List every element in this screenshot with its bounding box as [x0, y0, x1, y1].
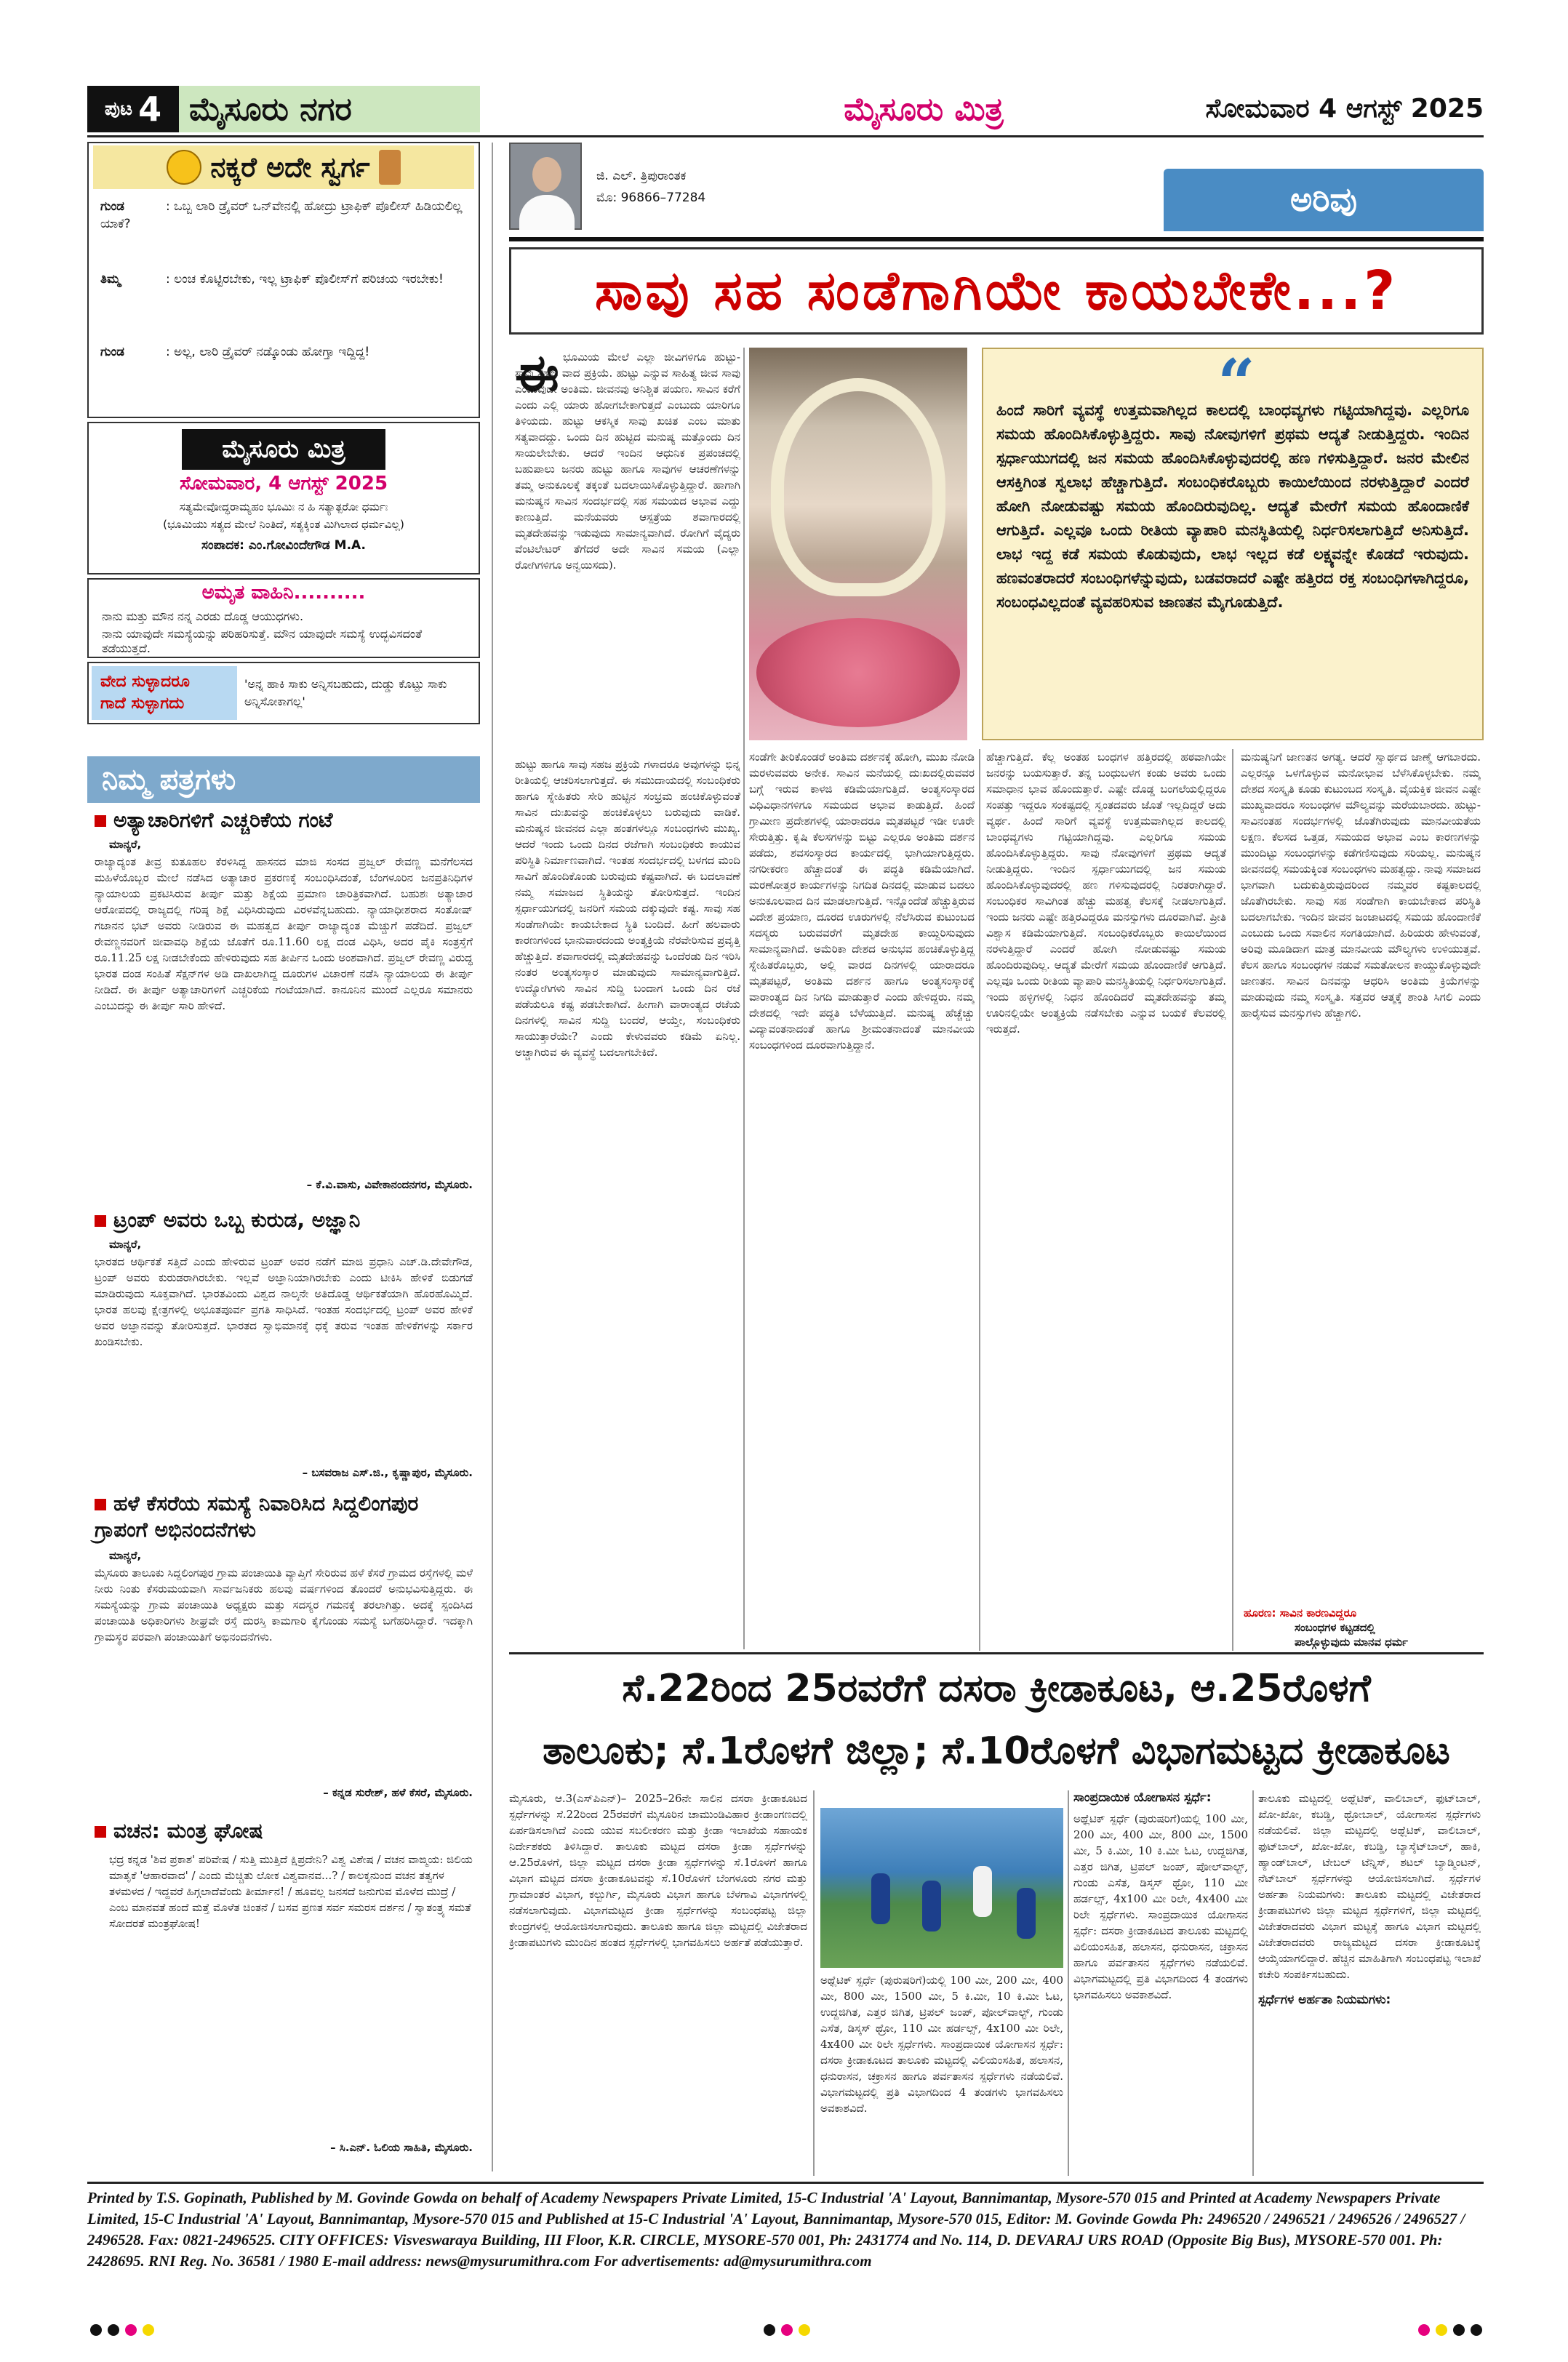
- column-rule: [492, 143, 493, 2171]
- letter-signature: – ಸಿ.ಎನ್. ಓಲಿಯ ಸಾಹಿತಿ, ಮೈಸೂರು.: [330, 2141, 473, 2154]
- square-bullet-icon: [95, 815, 106, 827]
- sports-col1: ಮೈಸೂರು, ಆ.3(ಎಸ್‌ಪಿಎನ್)– 2025–26ನೇ ಸಾಲಿನ ದಸರಾ ಕ್ರೀಡಾಕೂಟದ ಸ್ಪರ್ಧೆಗಳನ್ನು ಸೆ.22ರಿಂದ 25ರವರೆಗೆ ಮೈಸೂರಿನ ಚಾಮುಂಡಿವಿಹಾರ ಕ್ರೀಡಾಂಗಣದಲ್ಲಿ ಏರ್ಪಡಿಸಲಾಗಿದೆ ಎಂದು ಯುವ ಸಬಲೀಕರಣ ಮತ್ತು ಕ್ರೀಡಾ ಇಲಾಖೆಯ ಸಹಾಯಕ ನಿರ್ದೇಶಕರು ತಿಳಿಸಿದ್ದಾರೆ. ತಾಲೂಕು ಮಟ್ಟದ ದಸರಾ ಕ್ರೀಡಾ ಸ್ಪರ್ಧೆಗಳನ್ನು ಆ.25ರೊಳಗೆ, ಜಿಲ್ಲಾ ಮಟ್ಟದ ದಸರಾ ಕ್ರೀಡಾ ಸ್ಪರ್ಧೆಗಳನ್ನು ಸೆ.1ರೊಳಗೆ ಹಾಗೂ ವಿಭಾಗ ಮಟ್ಟದ ದಸರಾ ಕ್ರೀಡಾಕೂಟವನ್ನು ಸೆ.10ರೊಳಗೆ ಬೆಂಗಳೂರು ನಗರ ಮತ್ತು ಗ್ರಾಮಾಂತರ ವಿಭಾಗ, ಕಲ್ಬುರ್ಗಿ, ಮೈಸೂರು ವಿಭಾಗ ಹಾಗೂ ಬೆಳಗಾವಿ ವಿಭಾಗಗಳಲ್ಲಿ ನಡೆಸಲಾಗುವುದು. ವಿಭಾಗಮಟ್ಟದ ಕ್ರೀಡಾ ಸ್ಪರ್ಧೆಗಳನ್ನು ಸಂಬಂಧಪಟ್ಟ ಜಿಲ್ಲಾ ಕೇಂದ್ರಗಳಲ್ಲಿ ಆಯೋಜಿಸಲಾಗುವುದು. ತಾಲೂಕು ಹಾಗೂ ಜಿಲ್ಲಾ ಮಟ್ಟದಲ್ಲಿ ವಿಜೇತರಾದ ಕ್ರೀಡಾಪಟುಗಳು ಮುಂದಿನ ಹಂತದ ಸ್ಪರ್ಧೆಗಳಲ್ಲಿ ಭಾಗವಹಿಸಲು ಅರ್ಹತೆ ಪಡೆಯುತ್ತಾರೆ.: [509, 1792, 807, 1949]
- header-date: ಸೋಮವಾರ 4 ಆಗಸ್ಟ್ 2025: [1205, 94, 1484, 124]
- registration-dot: [125, 2324, 137, 2336]
- joke-header: [93, 145, 474, 189]
- quote-mark-icon: “: [1217, 345, 1255, 422]
- registration-dot: [90, 2324, 102, 2336]
- person-icon: [532, 157, 561, 192]
- amrutha-line: ನಾನು ಯಾವುದೇ ಸಮಸ್ಯೆಯನ್ನು ಪರಿಹರಿಸುತ್ತೆ. ಮೌನ ಯಾವುದೇ ಸಮಸ್ಯೆ ಉದ್ಭವಿಸದಂತೆ ತಡೆಯುತ್ತದೆ.: [102, 627, 423, 655]
- letter-body: ಮೈಸೂರು ತಾಲೂಕು ಸಿದ್ದಲಿಂಗಪುರ ಗ್ರಾಮ ಪಂಚಾಯಿತಿ ವ್ಯಾಪ್ತಿಗೆ ಸೇರಿರುವ ಹಳೆ ಕೆಸರೆ ಗ್ರಾಮದ ರಸ್ತೆಗಳಲ್ಲಿ ಮಳೆ ನೀರು ನಿಂತು ಕೆಸರುಮಯವಾಗಿ ಸಾರ್ವಜನಿಕರು ಹಲವು ವರ್ಷಗಳಿಂದ ತೊಂದರೆ ಅನುಭವಿಸುತ್ತಿದ್ದರು. ಈ ಸಮಸ್ಯೆಯನ್ನು ಗ್ರಾಮ ಪಂಚಾಯಿತಿ ಅಧ್ಯಕ್ಷರು ಮತ್ತು ಸದಸ್ಯರ ಗಮನಕ್ಕೆ ತರಲಾಗಿತ್ತು. ಅದಕ್ಕೆ ಸ್ಪಂದಿಸಿದ ಪಂಚಾಯಿತಿ ಅಧಿಕಾರಿಗಳು ಶೀಘ್ರವೇ ರಸ್ತೆ ದುರಸ್ತಿ ಕಾಮಗಾರಿ ಕೈಗೊಂಡು ಸಮಸ್ಯೆ ಬಗೆಹರಿಸಿದ್ದಾರೆ. ಇದಕ್ಕಾಗಿ ಗ್ರಾಮಸ್ಥರ ಪರವಾಗಿ ಪಂಚಾಯಿತಿಗೆ ಅಭಿನಂದನೆಗಳು.: [95, 1566, 473, 1644]
- paper-motto: ಸತ್ಯಮೇವೋದ್ಧರಾಮ್ಯಹಂ ಭೂಮಿಃ ನ ಹಿ ಸತ್ಯಾತ್ಪರೋ ಧರ್ಮಃ: [179, 500, 388, 513]
- registration-dot: [799, 2324, 810, 2336]
- player-shape: [973, 1866, 992, 1917]
- sports-headline-line1: ಸೆ.22ರಿಂದ 25ರವರೆಗೆ ದಸರಾ ಕ್ರೀಡಾಕೂಟ, ಆ.25ರೊಳಗೆ: [622, 1666, 1371, 1710]
- article-rule: [509, 237, 1484, 241]
- page-prefix: ಪುಟ: [104, 97, 133, 120]
- header-rule: [87, 135, 1484, 137]
- letter-heading: ಹಳೆ ಕೆಸರೆಯ ಸಮಸ್ಯೆ ನಿವಾರಿಸಿದ ಸಿದ್ದಲಿಂಗಪುರ ಗ್ರಾಪಂಗೆ ಅಭಿನಂದನೆಗಳು: [95, 1492, 419, 1542]
- article-col4: ಮನುಷ್ಯನಿಗೆ ಜಾಣತನ ಅಗತ್ಯ. ಆದರೆ ಸ್ವಾರ್ಥದ ಜಾಣ್ಮೆ ಆಗಬಾರದು. ಎಲ್ಲರನ್ನೂ ಒಳಗೊಳ್ಳುವ ಮನೋಭಾವ ಬೆಳೆಸಿಕೊಳ್ಳಬೇಕು. ನಮ್ಮ ದೇಶದ ಸಂಸ್ಕೃತಿ ಕೂಡು ಕುಟುಂಬದ ಸಂಸ್ಕೃತಿ. ವೈಯಕ್ತಿಕ ಜೀವನ ಎಷ್ಟೇ ಮುಖ್ಯವಾದರೂ ಸಂಬಂಧಗಳ ಮೌಲ್ಯವನ್ನು ಮರೆಯಬಾರದು. ಹುಟ್ಟು-ಸಾವಿನಂತಹ ಸಂದರ್ಭಗಳಲ್ಲಿ ಜೊತೆಗಿರುವುದು ಮಾನವೀಯತೆಯ ಲಕ್ಷಣ. ಕೆಲಸದ ಒತ್ತಡ, ಸಮಯದ ಅಭಾವ ಎಂಬ ಕಾರಣಗಳನ್ನು ಮುಂದಿಟ್ಟು ಸಂಬಂಧಗಳನ್ನು ಕಡೆಗಣಿಸುವುದು ಸರಿಯಲ್ಲ. ಮನುಷ್ಯನ ಜೀವನದಲ್ಲಿ ಸಮಯಕ್ಕಿಂತ ಸಂಬಂಧಗಳು ಮಹತ್ವದ್ದು. ನಾವು ಸಮಾಜದ ಭಾಗವಾಗಿ ಬದುಕುತ್ತಿರುವುದರಿಂದ ನಮ್ಮವರ ಕಷ್ಟಕಾಲದಲ್ಲಿ ಜೊತೆಗಿರಬೇಕು. ಸಾವು ಸಹ ಸಂಡೆಗಾಗಿ ಕಾಯಬೇಕಾದ ಪರಿಸ್ಥಿತಿ ಬದಲಾಗಬೇಕು. ಇಂದಿನ ಜೀವನ ಜಂಜಾಟದಲ್ಲಿ ಸಮಯ ಹೊಂದಾಣಿಕೆ ಎಂಬುದು ಒಂದು ಸವಾಲಿನ ಸಂಗತಿಯಾಗಿದೆ. ಹಿರಿಯರು ಹೇಳುವಂತೆ, ಅರಿವು ಮೂಡಿದಾಗ ಮಾತ್ರ ಮಾನವೀಯ ಮೌಲ್ಯಗಳು ಉಳಿಯುತ್ತವೆ. ಕೆಲಸ ಹಾಗೂ ಸಂಬಂಧಗಳ ನಡುವೆ ಸಮತೋಲನ ಕಾಯ್ದುಕೊಳ್ಳುವುದೇ ಜಾಣತನ. ಸಾವಿನ ದಿನವನ್ನು ಆಧರಿಸಿ ಅಂತಿಮ ಕ್ರಿಯೆಗಳನ್ನು ಮಾಡುವುದು ನಮ್ಮ ಸಂಸ್ಕೃತಿ. ಸತ್ತವರ ಆತ್ಮಕ್ಕೆ ಶಾಂತಿ ಸಿಗಲಿ ಎಂದು ಹಾರೈಸುವ ಮನಸ್ಸುಗಳು ಹೆಚ್ಚಾಗಲಿ.: [1241, 750, 1481, 1020]
- pull-quote-text: ಹಿಂದೆ ಸಾರಿಗೆ ವ್ಯವಸ್ಥೆ ಉತ್ತಮವಾಗಿಲ್ಲದ ಕಾಲದಲ್ಲಿ ಬಾಂಧವ್ಯಗಳು ಗಟ್ಟಿಯಾಗಿದ್ದವು. ಎಲ್ಲರಿಗೂ ಸಮಯ ಹೊಂದಿಸಿಕೊಳ್ಳುತ್ತಿದ್ದರು. ಸಾವು ನೋವುಗಳಿಗೆ ಪ್ರಥಮ ಆದ್ಯತೆ ನೀಡುತ್ತಿದ್ದರು. ಇಂದಿನ ಸ್ಪರ್ಧಾಯುಗದಲ್ಲಿ ಜನ ಸಮಯ ಹೊಂದಿಸಿಕೊಳ್ಳುವುದರಲ್ಲಿ ಹಣ ಗಳಿಸುತ್ತಿದ್ದಾರೆ. ಜನರ ಮೇಲಿನ ಆಸಕ್ತಿಗಿಂತ ಸ್ವಲಾಭ ಹೆಚ್ಚಾಗುತ್ತಿದೆ. ಸಂಬಂಧಿಕರೊಬ್ಬರು ಕಾಯಿಲೆಯಿಂದ ನರಳುತ್ತಿದ್ದಾರೆ ಎಂದರೆ ಹೋಗಿ ನೋಡುವಷ್ಟು ಸಮಯ ಹೊಂದಿರುವುದಿಲ್ಲ. ಆದ್ಯತೆ ಮೇರೆಗೆ ಸಮಯ ಹೊಂದಾಣಿಕೆ ಆಗುತ್ತಿದೆ. ಎಲ್ಲವೂ ಒಂದು ರೀತಿಯ ವ್ಯಾಪಾರಿ ಮನಸ್ಥಿತಿಯಲ್ಲಿ ನಿರ್ಧರಿಸಲಾಗುತ್ತಿದೆ ಅನಿಸುತ್ತಿದೆ. ಲಾಭ ಇದ್ದ ಕಡೆ ಸಮಯ ಕೊಡುವುದು, ಲಾಭ ಇಲ್ಲದ ಕಡೆ ಲಕ್ಷ್ಯವನ್ನೇ ಕೊಡದೆ ಇರುವುದು. ಹಣವಂತರಾದರೆ ಸಂಬಂಧಿಗಳೆನ್ನುವುದು, ಬಡವರಾದರೆ ಎಷ್ಟೇ ಹತ್ತಿರದ ರಕ್ತ ಸಂಬಂಧಿಗಳಾಗಿದ್ದರೂ, ಸಂಬಂಧವಿಲ್ಲದಂತೆ ವ್ಯವಹರಿಸುವ ಜಾಣತನ ಮೈಗೂಡುತ್ತಿದೆ.: [996, 401, 1469, 611]
- registration-dot: [1453, 2324, 1465, 2336]
- main-headline: ಸಾವು ಸಹ ಸಂಡೆಗಾಗಿಯೇ ಕಾಯಬೇಕೇ...?: [594, 259, 1399, 322]
- article-col2: ಸಂಡೆಗೇ ತೀರಿಕೊಂಡರೆ ಅಂತಿಮ ದರ್ಶನಕ್ಕೆ ಹೋಗಿ, ಮುಖ ನೋಡಿ ಮರಳುವವರು ಅನೇಕ. ಸಾವಿನ ಮನೆಯಲ್ಲಿ ದುಃಖದಲ್ಲಿರುವವರ ಬಗ್ಗೆ ಇರುವ ಕಾಳಜಿ ಕಡಿಮೆಯಾಗುತ್ತಿದೆ. ಅಂತ್ಯಸಂಸ್ಕಾರದ ವಿಧಿವಿಧಾನಗಳಿಗೂ ಸಮಯದ ಅಭಾವ ಕಾಡುತ್ತಿದೆ. ಹಿಂದೆ ಗ್ರಾಮೀಣ ಪ್ರದೇಶಗಳಲ್ಲಿ ಯಾರಾದರೂ ಮೃತಪಟ್ಟರೆ ಇಡೀ ಊರೇ ಸೇರುತ್ತಿತ್ತು. ಕೃಷಿ ಕೆಲಸಗಳನ್ನು ಬಿಟ್ಟು ಎಲ್ಲರೂ ಅಂತಿಮ ದರ್ಶನ ಪಡೆದು, ಶವಸಂಸ್ಕಾರದ ಕಾರ್ಯದಲ್ಲಿ ಭಾಗಿಯಾಗುತ್ತಿದ್ದರು. ನಗರೀಕರಣ ಹೆಚ್ಚಾದಂತೆ ಈ ಪದ್ಧತಿ ಕಡಿಮೆಯಾಗಿದೆ. ಮರಣೋತ್ತರ ಕಾರ್ಯಗಳನ್ನು ನಿಗದಿತ ದಿನದಲ್ಲಿ ಮಾಡುವ ಬದಲು ಅನುಕೂಲವಾದ ದಿನ ಮಾಡಲಾಗುತ್ತಿದೆ. ಇನ್ನೊಂದೆಡೆ ಹೆಚ್ಚುತ್ತಿರುವ ವಿದೇಶ ಪ್ರಯಾಣ, ದೂರದ ಊರುಗಳಲ್ಲಿ ನೆಲೆಸಿರುವ ಕುಟುಂಬದ ಸದಸ್ಯರು ಬರುವವರೆಗೆ ಮೃತದೇಹ ಕಾಯ್ದಿರಿಸುವುದು ಸಾಮಾನ್ಯವಾಗಿದೆ. ಅಮೆರಿಕಾ ದೇಶದ ಅನುಭವ ಹಂಚಿಕೊಳ್ಳುತ್ತಿದ್ದ ಸ್ನೇಹಿತರೊಬ್ಬರು, ಅಲ್ಲಿ ವಾರದ ದಿನಗಳಲ್ಲಿ ಯಾರಾದರೂ ಮೃತಪಟ್ಟರೆ, ಅಂತಿಮ ದರ್ಶನ ಹಾಗೂ ಅಂತ್ಯಸಂಸ್ಕಾರಕ್ಕೆ ವಾರಾಂತ್ಯದ ದಿನ ನಿಗದಿ ಮಾಡುತ್ತಾರೆ ಎಂದು ಹೇಳಿದ್ದರು. ನಮ್ಮ ದೇಶದಲ್ಲಿ ಇದೇ ಪದ್ಧತಿ ಬೆಳೆಯುತ್ತಿದೆ. ಮನುಷ್ಯ ಹೆಚ್ಚೆಚ್ಚು ವಿದ್ಯಾವಂತನಾದಂತೆ ಹಾಗೂ ಶ್ರೀಮಂತನಾದಂತೆ ಮಾನವೀಯ ಸಂಬಂಧಗಳಿಂದ ದೂರವಾಗುತ್ತಿದ್ದಾನೆ.: [749, 750, 975, 1052]
- player-shape: [871, 1873, 890, 1924]
- paper-editor: ಸಂಪಾದಕ: ಎಂ.ಗೋವಿಂದೇಗೌಡ M.A.: [201, 538, 366, 553]
- section-title: ಮೈಸೂರು ನಗರ: [189, 90, 352, 128]
- player-shape: [922, 1881, 941, 1931]
- registration-dot: [143, 2324, 154, 2336]
- sports-col2c: ಅಥ್ಲೆಟಿಕ್ ಸ್ಪರ್ಧೆ (ಪುರುಷರಿಗೆ)ಯಲ್ಲಿ 100 ಮೀ, 200 ಮೀ, 400 ಮೀ, 800 ಮೀ, 1500 ಮೀ, 5 ಕಿ.ಮೀ, 10 ಕಿ.ಮೀ ಓಟ, ಉದ್ದಜಿಗಿತ, ಎತ್ತರ ಜಿಗಿತ, ಟ್ರಿಪಲ್ ಜಂಪ್, ಪೋಲ್‌ವಾಲ್ಟ್, ಗುಂಡು ಎಸೆತ, ಡಿಸ್ಕಸ್ ಥ್ರೋ, 110 ಮೀ ಹರ್ಡಲ್ಸ್, 4x100 ಮೀ ರಿಲೇ, 4x400 ಮೀ ರಿಲೇ ಸ್ಪರ್ಧೆಗಳು. ಸಾಂಪ್ರದಾಯಿಕ ಯೋಗಾಸನ ಸ್ಪರ್ಧೆ: ದಸರಾ ಕ್ರೀಡಾಕೂಟದ ತಾಲೂಕು ಮಟ್ಟದಲ್ಲಿ ವಿಲಿಯಂಸಹಿತ, ಹಲಾಸನ, ಧನುರಾಸನ, ಚಕ್ರಾಸನ ಹಾಗೂ ಪರ್ವತಾಸನ ಸ್ಪರ್ಧೆಗಳು ನಡೆಯಲಿವೆ. ವಿಭಾಗಮಟ್ಟದಲ್ಲಿ ಪ್ರತಿ ವಿಭಾಗದಿಂದ 4 ತಂಡಗಳು ಭಾಗವಹಿಸಲು ಅವಕಾಶವಿದೆ.: [1073, 1812, 1248, 2001]
- author-mobile: ಮೊ: 96866–77284: [596, 191, 706, 205]
- column-rule: [979, 749, 980, 1651]
- letter-heading: ಟ್ರಂಪ್ ಅವರು ಒಬ್ಬ ಕುರುಡ, ಅಜ್ಞಾನಿ: [95, 1207, 473, 1233]
- letter-signature: – ಕೆ.ವಿ.ವಾಸು, ವಿವೇಕಾನಂದನಗರ, ಮೈಸೂರು.: [306, 1178, 473, 1191]
- registration-dot: [781, 2324, 793, 2336]
- article-col1-bottom: ಹುಟ್ಟು ಹಾಗೂ ಸಾವು ಸಹಜ ಪ್ರಕ್ರಿಯೆ ಗಳಾದರೂ ಅವುಗಳನ್ನು ಭಿನ್ನ ರೀತಿಯಲ್ಲಿ ಆಚರಿಸಲಾಗುತ್ತದೆ. ಈ ಸಮುದಾಯದಲ್ಲಿ ಸಂಬಂಧಿಕರು ಹಾಗೂ ಸ್ನೇಹಿತರು ಸೇರಿ ಹುಟ್ಟಿನ ಸಂಭ್ರಮ ಹಂಚಿಕೊಳ್ಳುವಂತೆ ಸಾವಿನ ದುಃಖವನ್ನು ಹಂಚಿಕೊಳ್ಳಲು ಬರುವುದು ವಾಡಿಕೆ. ಮನುಷ್ಯನ ಜೀವನದ ಎಲ್ಲಾ ಹಂತಗಳಲ್ಲೂ ಸಂಬಂಧಗಳು ಮುಖ್ಯ. ಆದರೆ ಇಂದು ಒಂದು ದಿನದ ರಜೆಗಾಗಿ ಸಂಬಂಧಿಕರು ಕಾಯುವ ಪರಿಸ್ಥಿತಿ ನಿರ್ಮಾಣವಾಗಿದೆ. ಇಂತಹ ಸಂದರ್ಭದಲ್ಲಿ ಬಳಗದ ಮಂದಿ ಸಾವಿಗೆ ಹೊಂದಿಕೊಂಡು ಬರುವುದು ಕಷ್ಟವಾಗಿದೆ. ಈ ಬದಲಾವಣೆ ನಮ್ಮ ಸಮಾಜದ ಸ್ಥಿತಿಯನ್ನು ತೋರಿಸುತ್ತದೆ. ಇಂದಿನ ಸ್ಪರ್ಧಾಯುಗದಲ್ಲಿ ಜನರಿಗೆ ಸಮಯ ದಕ್ಕುವುದೇ ಕಷ್ಟ. ಸಾವು ಸಹ ಸಂಡೆಗಾಗಿಯೇ ಕಾಯಬೇಕಾದ ಸ್ಥಿತಿ ಬಂದಿದೆ. ಹೀಗೆ ಹಲವಾರು ಕಾರಣಗಳಿಂದ ಭಾನುವಾರದಂದು ಅಂತ್ಯಕ್ರಿಯೆ ನೆರವೇರಿಸುವ ಪ್ರವೃತ್ತಿ ಹೆಚ್ಚುತ್ತಿದೆ. ಶವಾಗಾರದಲ್ಲಿ ಮೃತದೇಹವನ್ನು ಒಂದೆರಡು ದಿನ ಇರಿಸಿ ನಂತರ ಅಂತ್ಯಸಂಸ್ಕಾರ ಮಾಡುವುದು ಸಾಮಾನ್ಯವಾಗುತ್ತಿದೆ. ಉದ್ಯೋಗಿಗಳು ಸಾವಿನ ಸುದ್ದಿ ಬಂದಾಗ ಒಂದು ದಿನ ರಜೆ ಪಡೆಯಲೂ ಕಷ್ಟ ಪಡಬೇಕಾಗಿದೆ. ಹೀಗಾಗಿ ವಾರಾಂತ್ಯದ ರಜೆಯ ದಿನಗಳಲ್ಲಿ ಸಾವಿನ ಸುದ್ದಿ ಬಂದರೆ, ಆಯ್ತೇ, ಸಂಬಂಧಿಕರು ಸಾಯುತ್ತಾರೆಯೇ? ಎಂದು ಕೇಳುವವರು ಕಡಿಮೆ ಏನಿಲ್ಲ. ಅಚ್ಚಾಗಿರುವ ಈ ವ್ಯವಸ್ಥೆ ಬದಲಾಗಬೇಕಿದೆ.: [515, 758, 740, 1059]
- page-number: 4: [138, 89, 162, 129]
- registration-dot: [1471, 2324, 1482, 2336]
- sports-subhead: ಸಾಂಪ್ರದಾಯಿಕ ಯೋಗಾಸನ ಸ್ಪರ್ಧೆ:: [1073, 1790, 1212, 1805]
- sports-headline-line2: ತಾಲೂಕು; ಸೆ.1ರೊಳಗೆ ಜಿಲ್ಲಾ; ಸೆ.10ರೊಳಗೆ ವಿಭಾಗಮಟ್ಟದ ಕ್ರೀಡಾಕೂಟ: [543, 1729, 1450, 1773]
- letter-salutation: ಮಾನ್ಯರೆ,: [109, 1238, 142, 1251]
- player-shape: [1017, 1888, 1036, 1939]
- sports-col2: ಅಥ್ಲೆಟಿಕ್ ಸ್ಪರ್ಧೆ (ಪುರುಷರಿಗೆ)ಯಲ್ಲಿ 100 ಮೀ, 200 ಮೀ, 400 ಮೀ, 800 ಮೀ, 1500 ಮೀ, 5 ಕಿ.ಮೀ, 10 ಕಿ.ಮೀ ಓಟ, ಉದ್ದಜಿಗಿತ, ಎತ್ತರ ಜಿಗಿತ, ಟ್ರಿಪಲ್ ಜಂಪ್, ಪೋಲ್‌ವಾಲ್ಟ್, ಗುಂಡು ಎಸೆತ, ಡಿಸ್ಕಸ್ ಥ್ರೋ, 110 ಮೀ ಹರ್ಡಲ್ಸ್, 4x100 ಮೀ ರಿಲೇ, 4x400 ಮೀ ರಿಲೇ ಸ್ಪರ್ಧೆಗಳು. ಸಾಂಪ್ರದಾಯಿಕ ಯೋಗಾಸನ ಸ್ಪರ್ಧೆ: ದಸರಾ ಕ್ರೀಡಾಕೂಟದ ತಾಲೂಕು ಮಟ್ಟದಲ್ಲಿ ವಿಲಿಯಂಸಹಿತ, ಹಲಾಸನ, ಧನುರಾಸನ, ಚಕ್ರಾಸನ ಹಾಗೂ ಪರ್ವತಾಸನ ಸ್ಪರ್ಧೆಗಳು ನಡೆಯಲಿವೆ. ವಿಭಾಗಮಟ್ಟದಲ್ಲಿ ಪ್ರತಿ ವಿಭಾಗದಿಂದ 4 ತಂಡಗಳು ಭಾಗವಹಿಸಲು ಅವಕಾಶವಿದೆ.: [820, 1974, 1063, 2115]
- joke-row: ಗುಂಡ : ಒಬ್ಬ ಲಾರಿ ಡ್ರೈವರ್ ಒನ್‌ವೇನಲ್ಲಿ ಹೋದ್ರು ಟ್ರಾಫಿಕ್ ಪೊಲೀಸ್ ಹಿಡಿಯಲಿಲ್ಲ ಯಾಕೆ?: [100, 199, 463, 231]
- garland-shape: [771, 378, 945, 596]
- paper-motto-meaning: (ಭೂಮಿಯು ಸತ್ಯದ ಮೇಲೆ ನಿಂತಿದೆ, ಸತ್ಯಕ್ಕಿಂತ ಮಿಗಿಲಾದ ಧರ್ಮವಿಲ್ಲ): [163, 518, 404, 531]
- column-rule: [1252, 1790, 1254, 2176]
- square-bullet-icon: [95, 1499, 106, 1510]
- letter-signature: – ಕನ್ನಡ ಸುರೇಶ್, ಹಳೆ ಕೆಸರೆ, ಮೈಸೂರು.: [323, 1786, 473, 1799]
- letter-body: ರಾಜ್ಯಾದ್ಯಂತ ತೀವ್ರ ಕುತೂಹಲ ಕೆರಳಿಸಿದ್ದ ಹಾಸನದ ಮಾಜಿ ಸಂಸದ ಪ್ರಜ್ವಲ್ ರೇವಣ್ಣ ಮನೆಗೆಲಸದ ಮಹಿಳೆಯೊಬ್ಬರ ಮೇಲೆ ನಡೆಸಿದ ಅತ್ಯಾಚಾರ ಪ್ರಕರಣಕ್ಕೆ ಸಂಬಂಧಿಸಿದಂತೆ, ಬೆಂಗಳೂರಿನ ಜನಪ್ರತಿನಿಧಿಗಳ ನ್ಯಾಯಾಲಯ ಪ್ರಕಟಿಸಿರುವ ತೀರ್ಪು ಮತ್ತು ಶಿಕ್ಷೆಯ ಪ್ರಮಾಣ ಚಾರಿತ್ರಿಕವಾಗಿದೆ. ಬಹುಶಃ ಅತ್ಯಾಚಾರ ಆರೋಪದಲ್ಲಿ ರಾಜ್ಯದಲ್ಲಿ ಗರಿಷ್ಠ ಶಿಕ್ಷೆ ವಿಧಿಸಿರುವುದು ವಿರಳವೆನ್ನಬಹುದು. ನ್ಯಾಯಾಧೀಶರಾದ ಸಂತೋಷ್ ಗಜಾನನ ಭಟ್ ಅವರು ನೀಡಿರುವ ಈ ಮಹತ್ವದ ತೀರ್ಪು ರಾಜ್ಯಾದ್ಯಂತ ಮೆಚ್ಚುಗೆ ಪಡೆದಿದೆ. ಪ್ರಜ್ವಲ್ ರೇವಣ್ಣನವರಿಗೆ ಜೀವಾವಧಿ ಶಿಕ್ಷೆಯ ಜೊತೆಗೆ ರೂ.11.60 ಲಕ್ಷ ದಂಡ ವಿಧಿಸಿ, ಅದರ ಪೈಕಿ ಸಂತ್ರಸ್ತೆಗೆ ರೂ.11.25 ಲಕ್ಷ ನೀಡಬೇಕೆಂದು ಹೇಳಿರುವುದು ಸಹ ತೀರ್ಪಿನ ಒಂದು ಅಂಶವಾಗಿದೆ. ಪ್ರಜ್ವಲ್ ರೇವಣ್ಣ ವಿರುದ್ಧ ಭಾರತ ದಂಡ ಸಂಹಿತೆ ಸೆಕ್ಷನ್‌ಗಳ ಅಡಿ ದಾಖಲಾಗಿದ್ದ ದೂರುಗಳ ವಿಚಾರಣೆ ನಡೆಸಿ ನ್ಯಾಯಾಲಯ ಈ ತೀರ್ಪು ನೀಡಿದೆ. ಈ ತೀರ್ಪು ಅತ್ಯಾಚಾರಿಗಳಿಗೆ ಎಚ್ಚರಿಕೆಯ ಗಂಟೆಯಾಗಿದೆ. ಕಾನೂನಿನ ಮುಂದೆ ಎಲ್ಲರೂ ಸಮಾನರು ಎಂಬುದನ್ನು ಈ ತೀರ್ಪು ಸಾರಿ ಹೇಳಿದೆ.: [95, 855, 473, 1012]
- drop-cap: ಈ: [515, 343, 559, 403]
- masthead-logo: ಮೈಸೂರು ಮಿತ್ರ: [844, 90, 1004, 128]
- letters-title: ನಿಮ್ಮ ಪತ್ರಗಳು: [102, 763, 236, 796]
- proverb-text: 'ಅನ್ನ ಹಾಕಿ ಸಾಕು ಅನ್ನಿಸಬಹುದು, ದುಡ್ಡು ಕೊಟ್ಟು ಸಾಕು ಅನ್ನಿಸೋಕಾಗಲ್ಲ': [244, 677, 447, 708]
- article-col3: ಹೆಚ್ಚಾಗುತ್ತಿದೆ. ಕೆಲ್ಲ ಅಂತಹ ಬಂಧಗಳ ಹತ್ತಿರದಲ್ಲಿ ಹಠವಾಗಿಯೇ ಜನರನ್ನು ಬಯಸುತ್ತಾರೆ. ತನ್ನ ಬಂಧುಬಳಗ ಕಂಡು ಅವರು ಒಂದು ಸಮಾಧಾನ ಭಾವ ಹೊಂದುತ್ತಾರೆ. ಎಷ್ಟೇ ದೊಡ್ಡ ಬಂಗಲೆಯಲ್ಲಿದ್ದರೂ ಸಂಪತ್ತು ಇದ್ದರೂ ಸಂಕಷ್ಟದಲ್ಲಿ ಸ್ವಂತದವರು ಜೊತೆ ಇಲ್ಲದಿದ್ದರೆ ಅದು ವ್ಯರ್ಥ. ಹಿಂದೆ ಸಾರಿಗೆ ವ್ಯವಸ್ಥೆ ಉತ್ತಮವಾಗಿಲ್ಲದ ಕಾಲದಲ್ಲಿ ಬಾಂಧವ್ಯಗಳು ಗಟ್ಟಿಯಾಗಿದ್ದವು. ಎಲ್ಲರಿಗೂ ಸಮಯ ಹೊಂದಿಸಿಕೊಳ್ಳುತ್ತಿದ್ದರು. ಸಾವು ನೋವುಗಳಿಗೆ ಪ್ರಥಮ ಆದ್ಯತೆ ನೀಡುತ್ತಿದ್ದರು. ಇಂದಿನ ಸ್ಪರ್ಧಾಯುಗದಲ್ಲಿ ಜನ ಸಮಯ ಹೊಂದಿಸಿಕೊಳ್ಳುವುದರಲ್ಲಿ ಹಣ ಗಳಿಸುವುದರಲ್ಲಿ ನಿರತರಾಗಿದ್ದಾರೆ. ಸಂಬಂಧಿಕರ ಸಾವಿಗಿಂತ ಹೆಚ್ಚು ಮಹತ್ವ ಕೆಲಸಕ್ಕೆ ನೀಡಲಾಗುತ್ತಿದೆ. ಇಂದು ಜನರು ಎಷ್ಟೇ ಹತ್ತಿರವಿದ್ದರೂ ಮನಸ್ಸುಗಳು ದೂರವಾಗಿವೆ. ಪ್ರೀತಿ ವಿಶ್ವಾಸ ಕಡಿಮೆಯಾಗುತ್ತಿದೆ. ಸಂಬಂಧಿಕರೊಬ್ಬರು ಕಾಯಿಲೆಯಿಂದ ನರಳುತ್ತಿದ್ದಾರೆ ಎಂದರೆ ಹೋಗಿ ನೋಡುವಷ್ಟು ಸಮಯ ಹೊಂದಿರುವುದಿಲ್ಲ. ಆದ್ಯತೆ ಮೇರೆಗೆ ಸಮಯ ಹೊಂದಾಣಿಕೆ ಆಗುತ್ತಿದೆ. ಎಲ್ಲವೂ ಒಂದು ರೀತಿಯ ವ್ಯಾಪಾರಿ ಮನಸ್ಥಿತಿಯಲ್ಲಿ ನಿರ್ಧರಿಸಲಾಗುತ್ತಿದೆ. ಇಂದು ಹಳ್ಳಿಗಳಲ್ಲಿ ನಿಧನ ಹೊಂದಿದರೆ ಮೃತದೇಹವನ್ನು ತಮ್ಮ ಊರಿನಲ್ಲಿಯೇ ಅಂತ್ಯಕ್ರಿಯೆ ನಡೆಸಬೇಕು ಎನ್ನುವ ಬಯಕೆ ಕೆಲವರಲ್ಲಿ ಇರುತ್ತದೆ.: [986, 750, 1226, 1036]
- column-rule: [743, 348, 745, 1649]
- registration-dot: [1418, 2324, 1430, 2336]
- poem-body: ಭದ್ರ ಕನ್ನಡ 'ಶಿವ ಪ್ರಕಾಶ' ಪರಿವೇಷ / ಸುತ್ತಿ ಮುತ್ತಿದೆ ಕ್ಷಿಪ್ರದೇನಿ? ವಿಶ್ವ ವಿಶೇಷ / ವಚನ ವಾಙ್ಮಯ: ಜಿಲಿಯ ಮಾತೃಕೆ 'ಆಹಾರವಾದ' / ಎಂದು ಮೆಚ್ಚಿತು ಲೋಕ ವಿಶ್ವವಾನವ...? / ಕಾಲಕ್ಕನುಂದ ವಚನ ತತ್ವಗಳ ತಳಮಳದ / ಇದ್ದವರೆ ಹಿಗ್ಗಲಾದೆವೆಂದು ತೀರ್ಮಾನ! / ಹೂವಲ್ಲ ಜನಸದೆ ಜನುಗುವ ಮೊಳೆದ ಮುದ್ರೆ / ಎಂಬ ಮಾನವತೆ ಹಂದೆ ಮತ್ತೆ ಮೊಳೆತ ಚಿಂತನೆ / ಬಸವ ಪ್ರಣತ ಸರ್ವ ಸಮರಸ ದರ್ಶನ / ಸ್ವಾತಂತ್ರ್ಯ ಸಮತೆ ಸೋದರತೆ ಮಂತ್ರಘೋಷ!: [109, 1853, 473, 1930]
- scarecrow-icon: [379, 150, 401, 185]
- registration-dot: [764, 2324, 775, 2336]
- joke-row: ಗುಂಡ : ಅಲ್ಲ, ಲಾರಿ ಡ್ರೈವರ್ ನಡ್ಕೊಂಡು ಹೋಗ್ತಾ ಇದ್ದಿದ್ದ!: [100, 345, 370, 359]
- column-rule: [813, 1790, 815, 2176]
- rose-petals-shape: [756, 618, 960, 727]
- letter-salutation: ಮಾನ್ಯರೆ,: [109, 1549, 142, 1562]
- letter-body: ಭಾರತದ ಆರ್ಥಿಕತೆ ಸತ್ತಿದೆ ಎಂದು ಹೇಳಿರುವ ಟ್ರಂಪ್ ಅವರ ನಡೆಗೆ ಮಾಜಿ ಪ್ರಧಾನಿ ಎಚ್.ಡಿ.ದೇವೇಗೌಡ, ಟ್ರಂಪ್ ಅವರು ಕುರುಡರಾಗಿರಬೇಕು. ಇಲ್ಲವೆ ಅಜ್ಞಾನಿಯಾಗಿರಬೇಕು ಎಂದು ಟೀಕಿಸಿ ಹೇಳಿಕೆ ಬಿಡುಗಡೆ ಮಾಡಿರುವುದು ಸೂಕ್ತವಾಗಿದೆ. ಭಾರತವಿಂದು ವಿಶ್ವದ ನಾಲ್ಕನೇ ಅತಿದೊಡ್ಡ ಆರ್ಥಿಕತೆಯಾಗಿ ಹೊರಹೊಮ್ಮಿದೆ. ಭಾರತ ಹಲವು ಕ್ಷೇತ್ರಗಳಲ್ಲಿ ಅಭೂತಪೂರ್ವ ಪ್ರಗತಿ ಸಾಧಿಸಿದೆ. ಇಂತಹ ಸಂದರ್ಭದಲ್ಲಿ ಟ್ರಂಪ್ ಅವರ ಹೇಳಿಕೆ ಅವರ ಅಜ್ಞಾನವನ್ನು ತೋರಿಸುತ್ತದೆ. ಭಾರತದ ಸ್ವಾಭಿಮಾನಕ್ಕೆ ಧಕ್ಕೆ ತರುವ ಇಂತಹ ಹೇಳಿಕೆಗಳನ್ನು ಸರ್ಕಾರ ಖಂಡಿಸಬೇಕು.: [95, 1255, 473, 1348]
- column-rule: [1068, 1790, 1069, 2176]
- registration-dot: [108, 2324, 119, 2336]
- amrutha-line: ನಾನು ಮತ್ತು ಮೌನ ನನ್ನ ಎರಡು ದೊಡ್ಡ ಆಯುಧಗಳು.: [102, 609, 304, 623]
- letter-signature: – ಬಸವರಾಜ ಎಸ್.ಜಿ., ಕೃಷ್ಣಾಪುರ, ಮೈಸೂರು.: [302, 1466, 473, 1479]
- sports-subhead: ಸ್ಪರ್ಧೆಗಳ ಅರ್ಹತಾ ನಿಯಮಗಳು:: [1258, 1993, 1391, 2007]
- page-number-badge: [87, 86, 179, 132]
- footer-rule: [87, 2182, 1484, 2184]
- author-name: ಜಿ. ಎಲ್. ತ್ರಿಪುರಾಂತಕ: [596, 169, 687, 183]
- laughing-face-icon: [167, 150, 201, 185]
- article-col1-top: ಭೂಮಿಯ ಮೇಲೆ ಎಲ್ಲಾ ಜೀವಿಗಳಿಗೂ ಹುಟ್ಟು-ಸಾವು ಸಹಜ ವಾದ ಪ್ರಕ್ರಿಯೆ. ಹುಟ್ಟು ಎನ್ನುವ ಸಾಹಿತ್ಯ ಜೀವ ಸಾವು ಎಂಬುವುದೇ ಅಂತಿಮ. ಜೀವನವು ಅನಿಶ್ಚಿತ ಪಯಣ. ಸಾವಿನ ಕರೆಗೆ ಎಂದು ಎಲ್ಲಿ ಯಾರು ಹೋಗಬೇಕಾಗುತ್ತದೆ ಎಂಬುದು ಯಾರಿಗೂ ತಿಳಿಯದು. ಹುಟ್ಟು ಆಕಸ್ಮಿಕ ಸಾವು ಖಚಿತ ಎಂಬ ಮಾತು ಸತ್ಯವಾದದ್ದು. ಒಂದು ದಿನ ಹುಟ್ಟಿದ ಮನುಷ್ಯ ಮತ್ತೊಂದು ದಿನ ಸಾಯಲೇಬೇಕು. ಆದರೆ ಇಂದಿನ ಆಧುನಿಕ ಪ್ರಪಂಚದಲ್ಲಿ ಬಹುಪಾಲು ಜನರು ಹುಟ್ಟು ಹಾಗೂ ಸಾವುಗಳ ಆಚರಣೆಗಳನ್ನು ತಮ್ಮ ಅನುಕೂಲಕ್ಕೆ ತಕ್ಕಂತೆ ಬದಲಾಯಿಸಿಕೊಳ್ಳುತ್ತಿದ್ದಾರೆ. ಹಾಗಾಗಿ ಮನುಷ್ಯನ ಸಾವಿನ ಸಂದರ್ಭದಲ್ಲಿ ಸಹ ಸಮಯದ ಅಭಾವ ಎದ್ದು ಕಾಣುತ್ತಿದೆ. ಮನೆಯವರು ಆಸ್ಪತ್ರೆಯ ಶವಾಗಾರದಲ್ಲಿ ಮೃತದೇಹವನ್ನು ಇಡುವುದು ಸಾಮಾನ್ಯವಾಗಿದೆ. ರೋಗಿಗೆ ವೈದ್ಯರು ವೆಂಟಿಲೇಟರ್ ತೆಗೆದರೆ ಅದೇ ಸಾವಿನ ಸಮಯ (ಎಲ್ಲಾ ರೋಗಿಗಳಿಗೂ ಅನ್ವಯಿಸದು).: [515, 351, 740, 572]
- paper-logo: ಮೈಸೂರು ಮಿತ್ರ: [182, 429, 385, 470]
- author-shirt: [519, 195, 575, 230]
- letter-heading: ವಚನ: ಮಂತ್ರ ಘೋಷ: [95, 1818, 473, 1844]
- letter-heading: ಅತ್ಯಾಚಾರಿಗಳಿಗೆ ಎಚ್ಚರಿಕೆಯ ಗಂಟೆ: [95, 807, 473, 833]
- author-photo: [509, 143, 582, 230]
- sports-col3: ತಾಲೂಕು ಮಟ್ಟದಲ್ಲಿ ಅಥ್ಲೆಟಿಕ್, ವಾಲಿಬಾಲ್, ಫುಟ್‌ಬಾಲ್, ಖೋ-ಖೋ, ಕಬಡ್ಡಿ, ಥ್ರೋಬಾಲ್, ಯೋಗಾಸನ ಸ್ಪರ್ಧೆಗಳು ನಡೆಯಲಿವೆ. ಜಿಲ್ಲಾ ಮಟ್ಟದಲ್ಲಿ ಅಥ್ಲೆಟಿಕ್, ವಾಲಿಬಾಲ್, ಫುಟ್‌ಬಾಲ್, ಖೋ-ಖೋ, ಕಬಡ್ಡಿ, ಬ್ಯಾಸ್ಕೆಟ್‌ಬಾಲ್, ಹಾಕಿ, ಹ್ಯಾಂಡ್‌ಬಾಲ್, ಟೇಬಲ್ ಟೆನ್ನಿಸ್, ಶಟಲ್ ಬ್ಯಾಡ್ಮಿಂಟನ್, ನೆಟ್‌ಬಾಲ್ ಸ್ಪರ್ಧೆಗಳನ್ನು ಆಯೋಜಿಸಲಾಗಿದೆ. ಸ್ಪರ್ಧೆಗಳ ಅರ್ಹತಾ ನಿಯಮಗಳು: ತಾಲೂಕು ಮಟ್ಟದಲ್ಲಿ ವಿಜೇತರಾದ ಕ್ರೀಡಾಪಟುಗಳು ಜಿಲ್ಲಾ ಮಟ್ಟದ ಸ್ಪರ್ಧೆಗಳಿಗೆ, ಜಿಲ್ಲಾ ಮಟ್ಟದಲ್ಲಿ ವಿಜೇತರಾದವರು ವಿಭಾಗ ಮಟ್ಟಕ್ಕೆ ಹಾಗೂ ವಿಭಾಗ ಮಟ್ಟದಲ್ಲಿ ವಿಜೇತರಾದವರು ರಾಜ್ಯಮಟ್ಟದ ದಸರಾ ಕ್ರೀಡಾಕೂಟಕ್ಕೆ ಆಯ್ಕೆಯಾಗಲಿದ್ದಾರೆ. ಹೆಚ್ಚಿನ ಮಾಹಿತಿಗಾಗಿ ಸಂಬಂಧಪಟ್ಟ ಇಲಾಖೆ ಕಚೇರಿ ಸಂಪರ್ಕಿಸಬಹುದು.: [1258, 1792, 1481, 1981]
- sports-rule: [509, 1652, 1484, 1654]
- paper-date: ಸೋಮವಾರ, 4 ಆಗಸ್ಟ್ 2025: [179, 473, 388, 495]
- joke-row: ತಿಮ್ಮ : ಲಂಚ ಕೊಟ್ಟಿರಬೇಕು, ಇಲ್ಲ ಟ್ರಾಫಿಕ್ ಪೊಲೀಸ್‌ಗೆ ಪರಿಚಯ ಇರಬೇಕು!: [100, 272, 444, 287]
- imprint-line: Printed by T.S. Gopinath, Published by M. Govinde Gowda on behalf of Academy Newspapers Private Limited, 15-C Industrial 'A' Layout, Bannimantap, Mysore-570 015 and Printed at Academy Newspapers Private Limited, 15-C Industrial 'A' Layout, Bannimantap, Mysore-570 015 and Published at 15-C Industrial 'A' Layout, Bannimantap, Mysore-570 015, Editor: M. Govinde Gowda Ph: 2496520 / 2496521 / 2496526 / 2496527 / 2496528. Fax: 0821-2496525. CITY OFFICES: Visveswaraya Building, III Floor, K.R. CIRCLE, MYSORE-570 001, Ph: 2431774 and No. 114, D. DEVARAJ URS ROAD (Opposite Big Bus), MYSORE-570 001. Ph: 2428695. RNI Reg. No. 36581 / 1980 E-mail address: news@mysurumithra.com For advertisements: ad@mysurumithra.com: [87, 2189, 1465, 2270]
- article-note: ಹೂರಣ: ಸಾವಿನ ಕಾರಣವಿದ್ದರೂ ಸಂಬಂಧಗಳ ಕಟ್ಟಡದಲ್ಲಿ ಪಾಲ್ಗೊಳ್ಳುವುದು ಮಾನವ ಧರ್ಮ: [1244, 1606, 1408, 1649]
- column-tag: ಅರಿವು: [1164, 169, 1484, 231]
- amrutha-title: ಅಮೃತ ವಾಹಿನಿ..........: [201, 582, 366, 604]
- letter-salutation: ಮಾನ್ಯರೆ,: [109, 838, 142, 851]
- column-rule: [1232, 749, 1233, 1651]
- square-bullet-icon: [95, 1215, 106, 1227]
- square-bullet-icon: [95, 1826, 106, 1838]
- registration-dot: [1436, 2324, 1447, 2336]
- kabaddi-photo: [820, 1808, 1063, 1968]
- proverb-label: ವೇದ ಸುಳ್ಳಾದರೂ ಗಾದೆ ಸುಳ್ಳಾಗದು: [92, 666, 237, 720]
- joke-title: ನಕ್ಕರೆ ಅದೇ ಸ್ವರ್ಗ: [210, 151, 370, 183]
